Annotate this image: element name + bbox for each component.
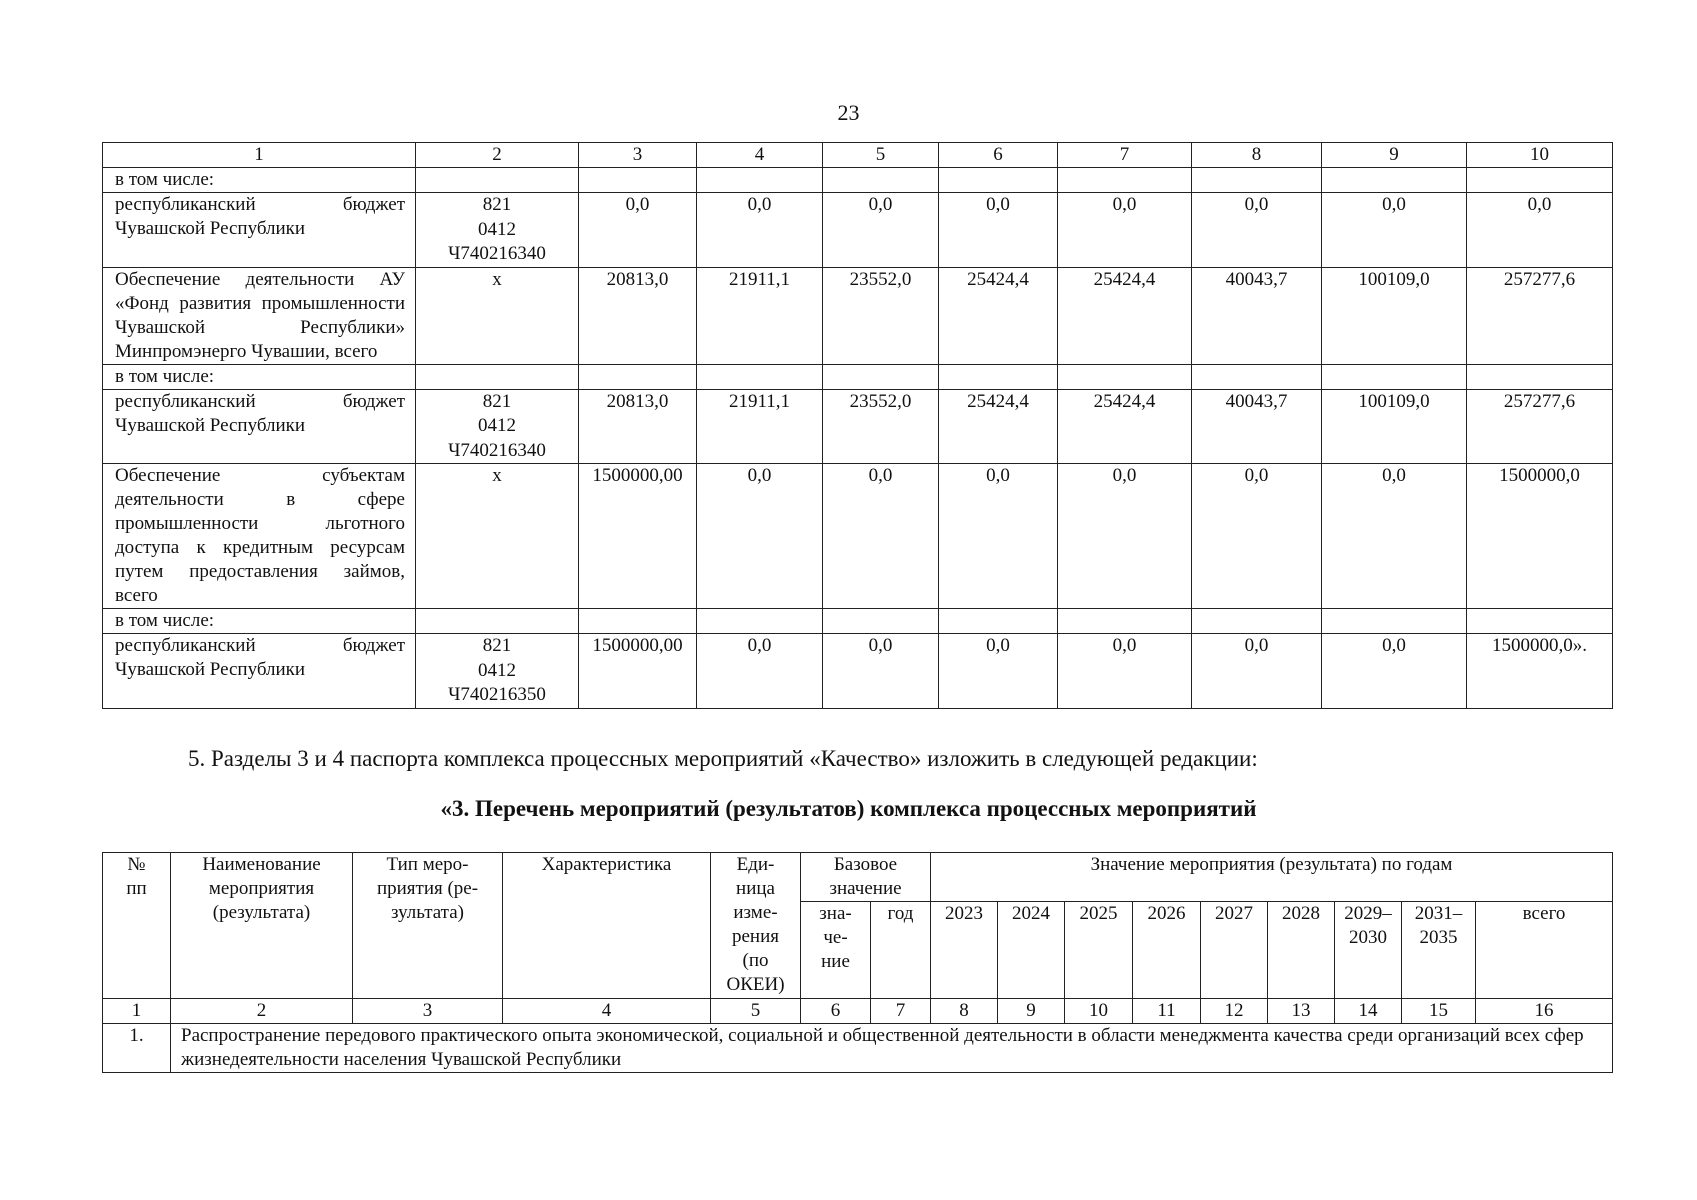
header-years-group: Значение мероприятия (результата) по годам	[931, 853, 1613, 902]
header-line: значение	[829, 878, 902, 899]
column-number: 3	[353, 999, 503, 1024]
column-number: 3	[579, 143, 697, 168]
value-cell: 21911,1	[697, 267, 823, 364]
instruction-paragraph: 5. Разделы 3 и 4 паспорта комплекса процессных мероприятий «Качество» изложить в следующей редакции:	[188, 746, 1258, 771]
column-number: 1	[103, 143, 416, 168]
value-cell: 0,0	[1192, 464, 1322, 609]
budget-code	[416, 364, 579, 389]
header-line: зна-	[819, 903, 852, 924]
row-name: в том числе:	[103, 609, 416, 634]
value-cell: 0,0	[823, 634, 939, 709]
table-row	[103, 267, 1613, 364]
column-number: 15	[1402, 999, 1476, 1024]
column-number: 9	[998, 999, 1065, 1024]
header-base-year: год	[871, 902, 931, 999]
year-header: 2025	[1065, 902, 1133, 999]
value-cell: 20813,0	[579, 267, 697, 364]
header-number	[103, 853, 171, 999]
column-number: 7	[1058, 143, 1192, 168]
measures-table	[102, 852, 1613, 1073]
value-cell: 0,0	[939, 193, 1058, 268]
column-number: 6	[939, 143, 1058, 168]
header-characteristic: Характеристика	[503, 853, 711, 999]
header-line: 2029–	[1344, 903, 1392, 924]
value-cell	[1467, 168, 1613, 193]
header-line: ОКЕИ)	[726, 974, 785, 995]
header-line: 2035	[1419, 927, 1458, 948]
value-cell: 257277,6	[1467, 267, 1613, 364]
value-cell	[1192, 168, 1322, 193]
table-row	[103, 193, 1613, 268]
column-number: 12	[1201, 999, 1268, 1024]
value-cell: 0,0	[1058, 193, 1192, 268]
value-cell: 0,0	[1192, 193, 1322, 268]
year-range-header	[1335, 902, 1402, 999]
header-line: ние	[821, 951, 850, 972]
column-number: 9	[1322, 143, 1467, 168]
column-number: 14	[1335, 999, 1402, 1024]
value-cell	[823, 168, 939, 193]
value-cell: 25424,4	[1058, 267, 1192, 364]
value-cell	[579, 168, 697, 193]
column-number: 16	[1476, 999, 1613, 1024]
budget-code	[416, 389, 579, 464]
value-cell	[823, 609, 939, 634]
value-cell	[1192, 364, 1322, 389]
value-cell: 100109,0	[1322, 267, 1467, 364]
row-name: Обеспечение деятельности АУ «Фонд развития промышленности Чувашской Республики» Минпромэнерго Чувашии, всего	[103, 267, 416, 364]
budget-code	[416, 464, 579, 609]
value-cell	[579, 609, 697, 634]
header-line: Наименование	[202, 854, 321, 875]
column-number: 2	[171, 999, 353, 1024]
code-line: 0412	[478, 659, 516, 681]
value-cell: 0,0	[1058, 464, 1192, 609]
column-number: 4	[697, 143, 823, 168]
header-line: (результата)	[212, 902, 311, 923]
value-cell: 0,0	[939, 464, 1058, 609]
column-number: 5	[823, 143, 939, 168]
page-number: 23	[837, 100, 860, 125]
table-row	[103, 464, 1613, 609]
header-line: №	[127, 854, 146, 875]
value-cell	[697, 609, 823, 634]
subtotal-row	[103, 168, 1613, 193]
header-line: (по	[742, 950, 769, 971]
code-line: Ч740216340	[448, 439, 546, 461]
column-number: 1	[103, 999, 171, 1024]
year-header: 2023	[931, 902, 998, 999]
value-cell: 0,0	[1192, 634, 1322, 709]
subtotal-row	[103, 609, 1613, 634]
column-number: 11	[1133, 999, 1201, 1024]
header-line: 2031–	[1414, 903, 1463, 924]
row-text: Распространение передового практического опыта экономической, социальной и общественной деятельности в области менеджмента качества среди организаций всех сфер жизнедеятельности населения Чувашской Республики	[171, 1024, 1613, 1073]
value-cell: 23552,0	[823, 389, 939, 464]
value-cell: 0,0	[1322, 464, 1467, 609]
value-cell: 1500000,00	[579, 634, 697, 709]
column-number: 6	[801, 999, 871, 1024]
table-row	[103, 389, 1613, 464]
code-line: x	[492, 268, 502, 290]
value-cell	[1322, 609, 1467, 634]
year-header: 2027	[1201, 902, 1268, 999]
total-header: всего	[1476, 902, 1613, 999]
header-base-value	[801, 902, 871, 999]
value-cell: 40043,7	[1192, 389, 1322, 464]
code-line: 821	[482, 390, 512, 412]
code-line: Ч740216340	[448, 243, 546, 264]
year-header: 2026	[1133, 902, 1201, 999]
value-cell	[697, 364, 823, 389]
value-cell: 1500000,0».	[1467, 634, 1613, 709]
value-cell	[1467, 609, 1613, 634]
budget-code	[416, 634, 579, 709]
column-number: 7	[871, 999, 931, 1024]
value-cell	[1192, 609, 1322, 634]
value-cell: 25424,4	[1058, 389, 1192, 464]
value-cell	[697, 168, 823, 193]
column-number: 8	[1192, 143, 1322, 168]
budget-code	[416, 609, 579, 634]
value-cell: 23552,0	[823, 267, 939, 364]
header-base	[801, 853, 931, 902]
value-cell: 0,0	[579, 193, 697, 268]
value-cell: 1500000,00	[579, 464, 697, 609]
value-cell	[823, 364, 939, 389]
value-cell: 0,0	[1467, 193, 1613, 268]
row-name: республиканский бюджет Чувашской Республики	[103, 389, 416, 464]
header-line: че-	[823, 927, 848, 948]
header-type	[353, 853, 503, 999]
header-line: зультата)	[391, 902, 464, 923]
code-line: 821	[482, 635, 512, 656]
row-name: в том числе:	[103, 364, 416, 389]
header-line: 2030	[1349, 927, 1388, 948]
value-cell	[1058, 364, 1192, 389]
value-cell	[1058, 168, 1192, 193]
header-line: ница	[736, 878, 775, 899]
section-heading: «3. Перечень мероприятий (результатов) комплекса процессных мероприятий	[440, 796, 1257, 821]
value-cell: 0,0	[823, 193, 939, 268]
header-line: Базовое	[833, 854, 898, 875]
value-cell	[939, 168, 1058, 193]
row-number: 1.	[103, 1024, 171, 1073]
column-number: 8	[931, 999, 998, 1024]
value-cell	[579, 364, 697, 389]
value-cell: 100109,0	[1322, 389, 1467, 464]
value-cell	[939, 609, 1058, 634]
column-number: 4	[503, 999, 711, 1024]
header-line: мероприятия	[208, 878, 315, 899]
row-name: республиканский бюджет Чувашской Республики	[103, 193, 416, 268]
value-cell: 40043,7	[1192, 267, 1322, 364]
value-cell: 257277,6	[1467, 389, 1613, 464]
value-cell	[1322, 168, 1467, 193]
header-line: пп	[126, 878, 147, 899]
value-cell	[1058, 609, 1192, 634]
header-line: Тип меро-	[386, 854, 469, 875]
value-cell: 0,0	[697, 464, 823, 609]
row-name: в том числе:	[103, 168, 416, 193]
value-cell: 0,0	[823, 464, 939, 609]
year-header: 2024	[998, 902, 1065, 999]
column-number: 5	[711, 999, 801, 1024]
code-line: 821	[482, 194, 512, 215]
code-line: 0412	[478, 415, 516, 436]
value-cell: 0,0	[1322, 193, 1467, 268]
budget-code	[416, 193, 579, 268]
row-name: Обеспечение субъектам деятельности в сфере промышленности льготного доступа к кредитным ресурсам путем предоставления займов, всего	[103, 464, 416, 609]
value-cell: 0,0	[1058, 634, 1192, 709]
value-cell: 25424,4	[939, 389, 1058, 464]
value-cell: 0,0	[697, 193, 823, 268]
header-name	[171, 853, 353, 999]
column-number: 10	[1467, 143, 1613, 168]
column-number: 13	[1268, 999, 1335, 1024]
subtotal-row	[103, 364, 1613, 389]
header-line: приятия (ре-	[376, 878, 479, 899]
year-header: 2028	[1268, 902, 1335, 999]
value-cell	[1322, 364, 1467, 389]
column-number: 10	[1065, 999, 1133, 1024]
year-range-header	[1402, 902, 1476, 999]
value-cell	[1467, 364, 1613, 389]
code-line: x	[492, 465, 502, 486]
value-cell: 0,0	[939, 634, 1058, 709]
value-cell: 21911,1	[697, 389, 823, 464]
row-name: республиканский бюджет Чувашской Республики	[103, 634, 416, 709]
value-cell: 1500000,0	[1467, 464, 1613, 609]
column-number: 2	[416, 143, 579, 168]
value-cell	[939, 364, 1058, 389]
financing-table	[102, 142, 1613, 709]
value-cell: 0,0	[697, 634, 823, 709]
code-line: 0412	[478, 218, 516, 240]
header-unit	[711, 853, 801, 999]
code-line: Ч740216350	[448, 684, 546, 705]
budget-code	[416, 267, 579, 364]
value-cell: 25424,4	[939, 267, 1058, 364]
header-line: Еди-	[736, 854, 775, 875]
header-line: рения	[731, 926, 779, 947]
value-cell: 0,0	[1322, 634, 1467, 709]
value-cell: 20813,0	[579, 389, 697, 464]
table-row	[103, 634, 1613, 709]
header-line: изме-	[733, 902, 778, 923]
budget-code	[416, 168, 579, 193]
